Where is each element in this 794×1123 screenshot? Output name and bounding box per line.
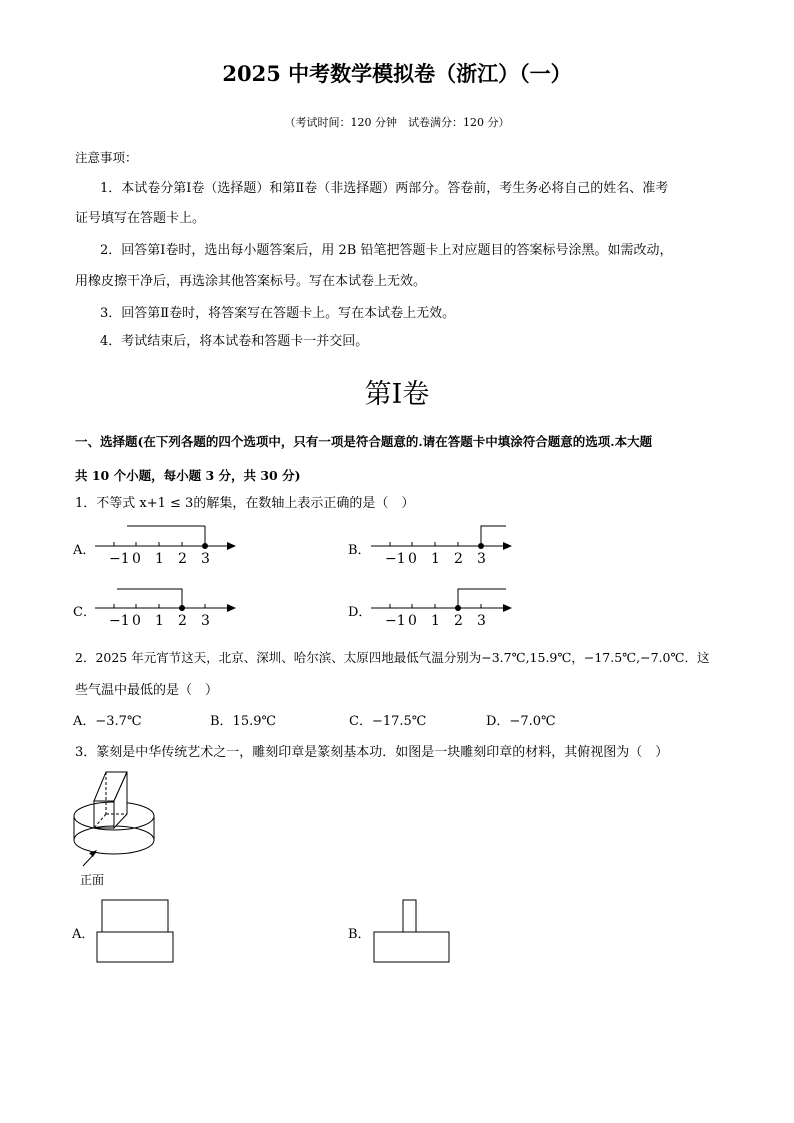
q2-stem: 2．2025 年元宵节这天，北京、深圳、哈尔滨、太原四地最低气温分别为−3.7℃,15.9℃，−17.5℃,−7.0℃．这 (75, 650, 710, 665)
q1-option-b-label: B． (348, 543, 371, 558)
q1-numberline-a (90, 518, 250, 568)
notice-item-3: 3．回答第Ⅱ卷时，将答案写在答题卡上。写在本试卷上无效。 (100, 306, 456, 321)
notice-item-1-cont: 证号填写在答题卡上。 (75, 211, 206, 226)
notice-heading: 注意事项： (75, 150, 138, 165)
section-heading-cont: 共 10 个小题，每小题 3 分，共 30 分) (75, 468, 301, 483)
tick-label: 3 (477, 613, 486, 629)
volume-title: 第Ⅰ卷 (364, 379, 430, 410)
q2-stem-cont: 些气温中最低的是（ ） (75, 683, 219, 698)
q3-option-b-label: B． (348, 927, 371, 942)
tick-label: 0 (132, 551, 141, 567)
notice-item-2: 2．回答第Ⅰ卷时，选出每小题答案后，用 2B 铅笔把答题卡上对应题目的答案标号涂黑。如需改动， (100, 243, 673, 258)
exam-info: （考试时间：120 分钟 试卷满分：120 分） (284, 116, 510, 129)
notice-item-1: 1．本试卷分第Ⅰ卷（选择题）和第Ⅱ卷（非选择题）两部分。答卷前，考生务必将自己的姓名、准考 (100, 181, 669, 196)
page-title: 2025 中考数学模拟卷（浙江）（一） (222, 61, 572, 86)
q2-option-d: D．−7.0℃ (486, 714, 556, 729)
tick-label: 1 (431, 613, 440, 629)
tick-label: 2 (178, 551, 187, 567)
notice-item-4: 4．考试结束后，将本试卷和答题卡一并交回。 (100, 334, 369, 349)
q1-option-c-label: C． (73, 605, 96, 620)
tick-label: 0 (408, 613, 417, 629)
q1-option-a-label: A． (73, 543, 96, 558)
tick-label: −1 (109, 551, 130, 567)
q1-numberline-b (366, 518, 526, 568)
q3-option-b-figure (372, 897, 454, 965)
tick-label: 3 (201, 613, 210, 629)
tick-label: 0 (132, 613, 141, 629)
q2-option-c: C．−17.5℃ (349, 714, 427, 729)
front-label: 正面 (80, 873, 105, 887)
q3-seal-figure (66, 766, 166, 891)
q3-stem: 3．篆刻是中华传统艺术之一，雕刻印章是篆刻基本功．如图是一块雕刻印章的材料，其俯视图为（ ） (75, 745, 669, 760)
q2-option-a: A．−3.7℃ (73, 714, 142, 729)
tick-label: 1 (155, 551, 164, 567)
tick-label: 3 (477, 551, 486, 567)
q3-option-a-label: A． (72, 927, 95, 942)
section-heading: 一、选择题(在下列各题的四个选项中，只有一项是符合题意的.请在答题卡中填涂符合题意的选项.本大题 (75, 434, 653, 449)
q2-option-b: B．15.9℃ (210, 714, 277, 729)
notice-item-2-cont: 用橡皮擦干净后，再选涂其他答案标号。写在本试卷上无效。 (75, 274, 427, 289)
q3-option-a-figure (95, 897, 177, 965)
tick-label: 1 (431, 551, 440, 567)
tick-label: 3 (201, 551, 210, 567)
tick-label: −1 (385, 551, 406, 567)
q1-numberline-c (90, 580, 250, 630)
tick-label: 2 (454, 551, 463, 567)
tick-label: 2 (178, 613, 187, 629)
q1-numberline-d (366, 580, 526, 630)
tick-label: −1 (385, 613, 406, 629)
q1-stem: 1．不等式 x+1 ≤ 3的解集，在数轴上表示正确的是（ ） (75, 496, 415, 511)
tick-label: 0 (408, 551, 417, 567)
q1-option-d-label: D． (348, 605, 372, 620)
tick-label: 2 (454, 613, 463, 629)
tick-label: 1 (155, 613, 164, 629)
tick-label: −1 (109, 613, 130, 629)
